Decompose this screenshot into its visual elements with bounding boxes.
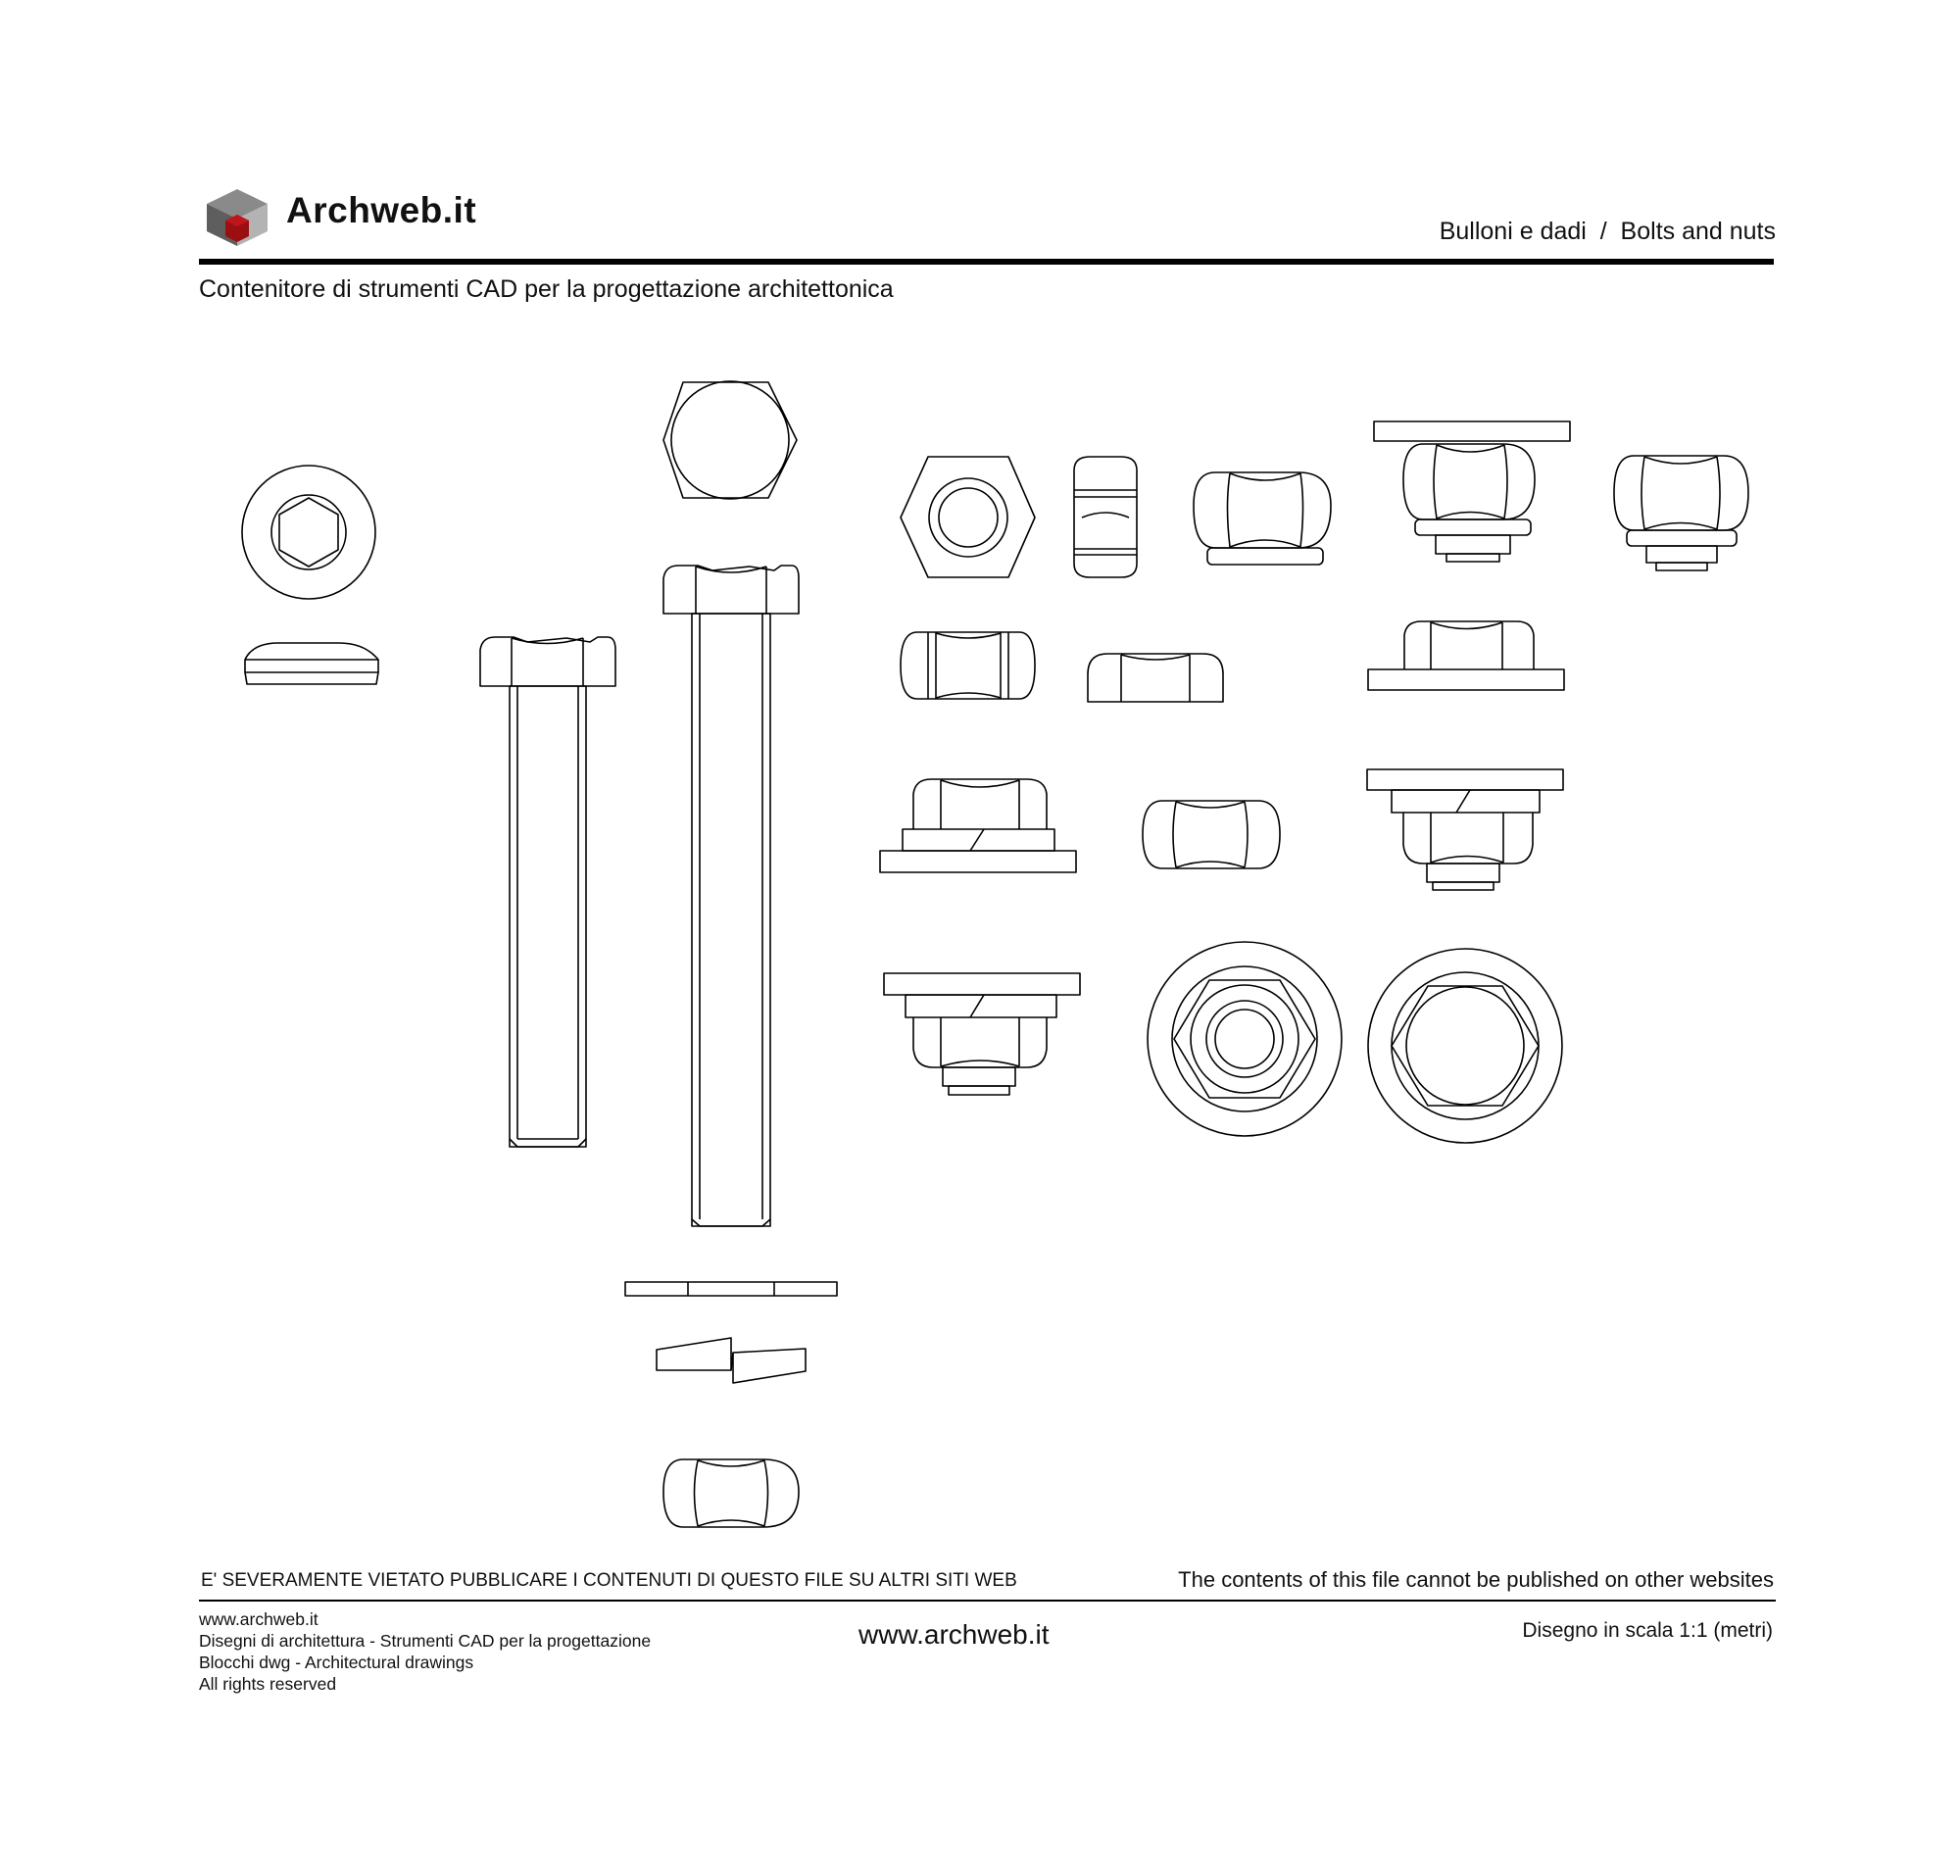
subtitle: Contenitore di strumenti CAD per la progettazione architettonica bbox=[199, 275, 894, 303]
credit-line: Blocchi dwg - Architectural drawings bbox=[199, 1653, 474, 1672]
brand-name: Archweb.it bbox=[286, 190, 477, 230]
footer-url[interactable]: www.archweb.it bbox=[858, 1619, 1050, 1650]
hex-nut-under-plate-split-washer bbox=[1367, 769, 1563, 890]
hex-nut-bottom bbox=[663, 1459, 799, 1527]
hex-nut-washer-top-view-plain bbox=[1368, 949, 1562, 1143]
drawing-title: Bulloni e dadi / Bolts and nuts bbox=[1439, 218, 1776, 245]
spring-washer-side bbox=[657, 1338, 806, 1383]
hex-nut-side-double bbox=[901, 632, 1035, 699]
credit-line: Disegni di architettura - Strumenti CAD per la progettazione bbox=[199, 1631, 652, 1651]
hex-nut-small-collar bbox=[1614, 456, 1748, 570]
dome-head-side-view bbox=[245, 643, 378, 684]
footer-rule bbox=[199, 1600, 1776, 1602]
hex-nut-split-washer-plate bbox=[880, 779, 1076, 872]
thin-hex-nut-side bbox=[1088, 654, 1223, 702]
hex-bolt-short bbox=[480, 637, 615, 1147]
credit-line: www.archweb.it bbox=[199, 1609, 318, 1629]
socket-head-top-view bbox=[242, 466, 375, 599]
credit-line: All rights reserved bbox=[199, 1674, 337, 1694]
warning-english: The contents of this file cannot be published on other websites bbox=[1178, 1567, 1774, 1592]
hex-nut-under-plate-lower bbox=[884, 973, 1080, 1095]
hex-nut-washer-top-view bbox=[1148, 942, 1342, 1136]
hex-nut-side-medium bbox=[1143, 801, 1280, 868]
footer-credits bbox=[199, 1608, 651, 1695]
hex-nut-on-plate bbox=[1368, 621, 1564, 690]
hex-nut-with-flange-side bbox=[1194, 472, 1331, 565]
hex-bolt-top-view bbox=[663, 381, 797, 499]
warning-italian: E' SEVERAMENTE VIETATO PUBBLICARE I CONTENUTI DI QUESTO FILE SU ALTRI SITI WEB bbox=[201, 1570, 1017, 1591]
scale-note: Disegno in scala 1:1 (metri) bbox=[1522, 1619, 1773, 1642]
flat-washer-side bbox=[625, 1282, 837, 1296]
domed-nut-side-narrow bbox=[1074, 457, 1137, 577]
hex-nut-with-cover-washer bbox=[1374, 421, 1570, 562]
hex-bolt-long bbox=[663, 566, 799, 1226]
hex-nut-top-view bbox=[901, 457, 1035, 577]
